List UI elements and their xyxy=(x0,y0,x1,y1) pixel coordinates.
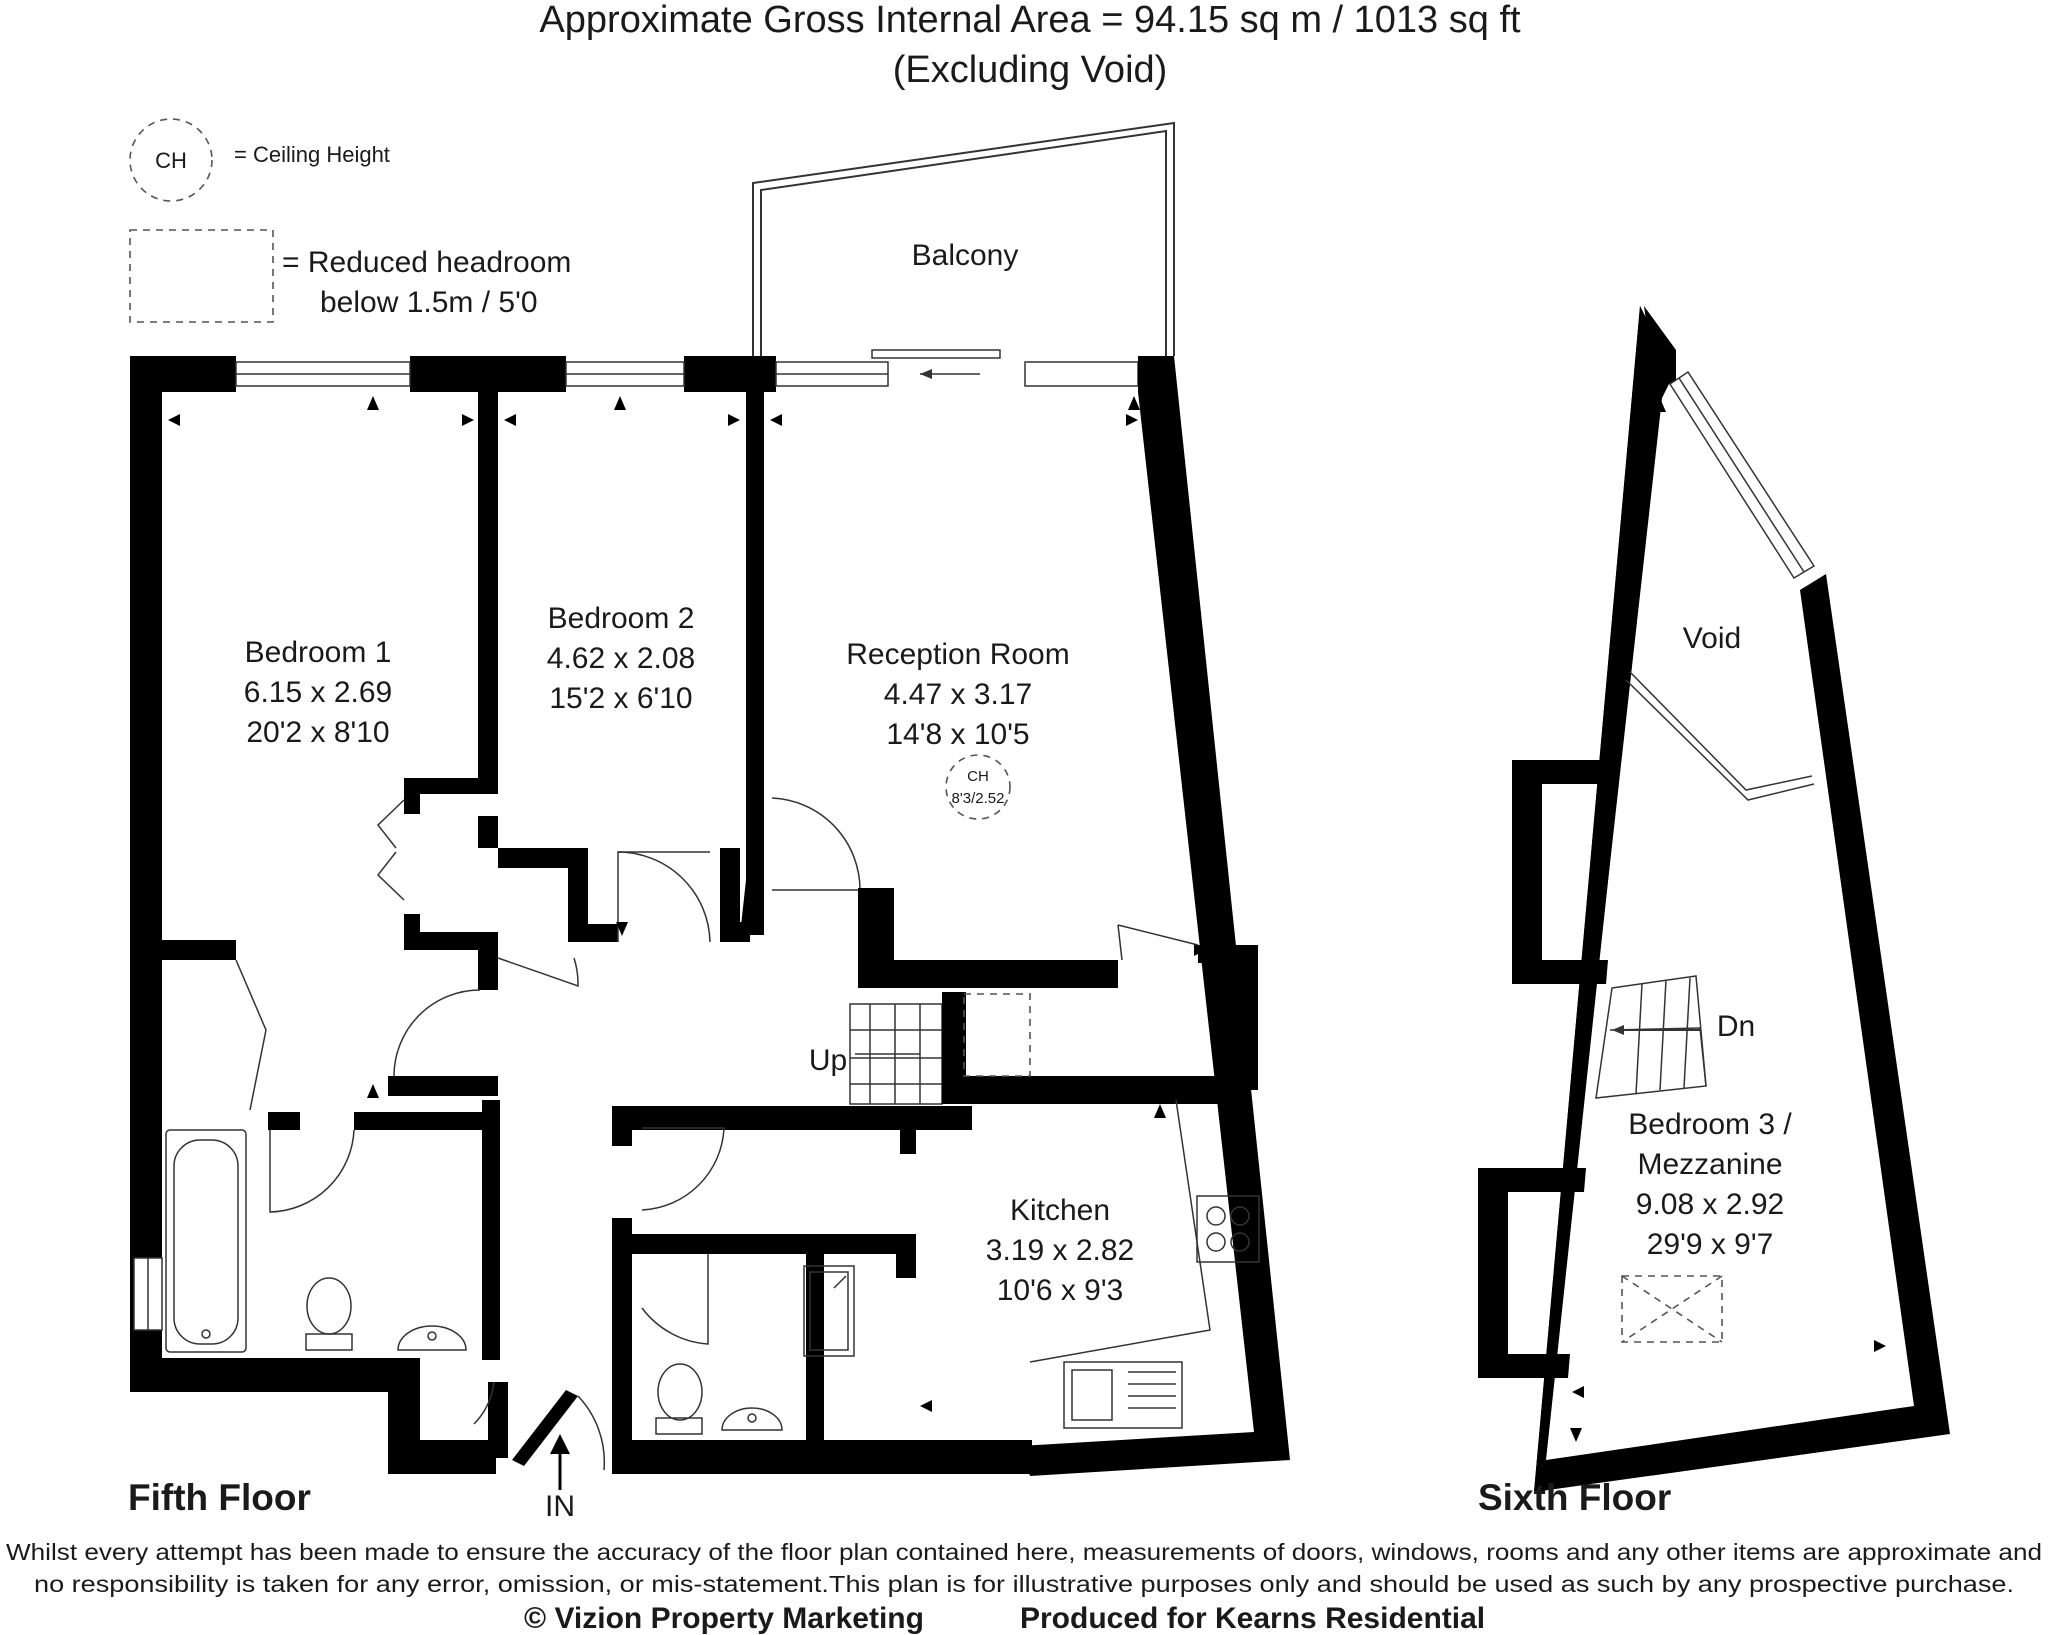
reception-imperial: 14'8 x 10'5 xyxy=(886,718,1030,751)
fifth-floor-title: Fifth Floor xyxy=(128,1477,311,1518)
balcony xyxy=(753,123,1174,364)
kitchen-imperial: 10'6 x 9'3 xyxy=(996,1274,1124,1307)
basin-icon xyxy=(398,1326,466,1350)
fifth-floor-plan xyxy=(130,350,1290,1523)
bedroom1-name: Bedroom 1 xyxy=(244,636,392,669)
kitchen-metric: 3.19 x 2.82 xyxy=(985,1234,1135,1267)
bedroom3-name-line1: Bedroom 3 / xyxy=(1628,1108,1792,1141)
bedroom1-imperial: 20'2 x 8'10 xyxy=(246,716,390,749)
window xyxy=(1670,372,1814,578)
bedroom3-name-line2: Mezzanine xyxy=(1637,1148,1783,1181)
bedroom2-name: Bedroom 2 xyxy=(547,602,695,635)
reception-ch-value: 8'3/2.52 xyxy=(951,790,1005,807)
toilet-icon xyxy=(306,1278,352,1350)
entrance-door xyxy=(512,1390,604,1490)
sixth-floor-plan xyxy=(1478,306,1950,1492)
toilet-icon xyxy=(656,1364,702,1434)
measurement-arrows xyxy=(1570,398,1886,1442)
produced-for-credit: Produced for Kearns Residential xyxy=(1020,1602,1486,1635)
window xyxy=(776,362,888,386)
bedroom2-imperial: 15'2 x 6'10 xyxy=(549,682,693,715)
bathtub-icon xyxy=(166,1130,246,1352)
reduced-headroom-zone xyxy=(964,994,1030,1076)
stairs-down xyxy=(1596,976,1706,1098)
bedroom3-metric: 9.08 x 2.92 xyxy=(1635,1188,1785,1221)
gross-area-heading: Approximate Gross Internal Area = 94.15 sq m / 1013 sq ft xyxy=(539,0,1521,41)
balcony-label: Balcony xyxy=(911,239,1019,272)
copyright-credit: © Vizion Property Marketing xyxy=(524,1602,924,1635)
bedroom3-imperial: 29'9 x 9'7 xyxy=(1646,1228,1774,1261)
disclaimer-line2: no responsibility is taken for any error, omission, or mis-statement.This plan is for illustrative purposes only and should be used as such by any prospective purchase. xyxy=(34,1571,2015,1597)
bedroom1-metric: 6.15 x 2.69 xyxy=(243,676,393,709)
reception-ch-symbol: CH xyxy=(967,768,989,785)
reception-ceiling-height-marker xyxy=(946,755,1010,819)
reduced-headroom-legend-symbol xyxy=(130,230,273,322)
reception-metric: 4.47 x 3.17 xyxy=(883,678,1033,711)
window xyxy=(236,362,410,386)
ceiling-height-legend-symbol-text: CH xyxy=(155,148,187,173)
bedroom2-metric: 4.62 x 2.08 xyxy=(546,642,696,675)
stairs-up-label: Up xyxy=(808,1044,848,1077)
basin-icon xyxy=(722,1408,782,1430)
disclaimer-line1: Whilst every attempt has been made to ensure the accuracy of the floor plan contained here, measurements of doors, windows, rooms and any other items are approximate and xyxy=(6,1539,2042,1565)
stairs-up xyxy=(850,1004,942,1104)
reduced-headroom-legend-line2: below 1.5m / 5'0 xyxy=(320,286,538,319)
sliding-door xyxy=(872,350,1138,386)
sixth-floor-title: Sixth Floor xyxy=(1478,1477,1672,1518)
sink-icon xyxy=(1064,1362,1182,1428)
ceiling-height-legend-text: = Ceiling Height xyxy=(234,142,390,167)
stairs-down-label: Dn xyxy=(1716,1010,1756,1043)
kitchen-name: Kitchen xyxy=(1009,1194,1111,1227)
void-label: Void xyxy=(1682,622,1742,655)
excluding-void-note: (Excluding Void) xyxy=(892,49,1168,91)
entrance-label: IN xyxy=(545,1490,575,1523)
reduced-headroom-legend-line1: = Reduced headroom xyxy=(282,246,572,279)
window xyxy=(566,362,684,386)
reception-name: Reception Room xyxy=(846,638,1070,671)
legend xyxy=(130,119,571,322)
